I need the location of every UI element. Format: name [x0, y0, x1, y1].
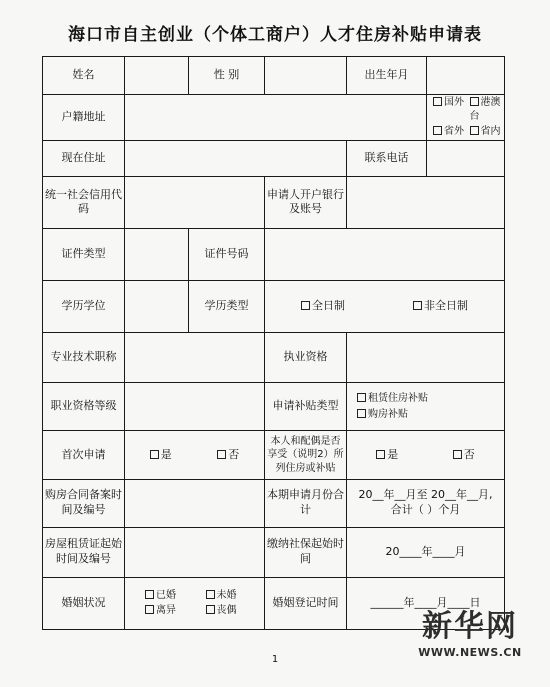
label-rent-cert: 房屋租赁证起始时间及编号	[43, 527, 125, 577]
hukou-option-other-province[interactable]: 省外	[433, 125, 466, 139]
xinhua-watermark-logo	[410, 609, 530, 659]
checkbox-icon	[433, 97, 442, 106]
field-address[interactable]	[125, 140, 347, 176]
checkbox-icon	[150, 450, 159, 459]
field-gender[interactable]	[265, 57, 347, 95]
field-id-type[interactable]	[125, 228, 189, 280]
field-hukou[interactable]	[125, 95, 427, 141]
field-name[interactable]	[125, 57, 189, 95]
checkbox-icon	[470, 97, 479, 106]
label-vocational-level: 职业资格等级	[43, 383, 125, 431]
enjoyed-no[interactable]: 否	[453, 448, 475, 463]
label-apply-months: 本期申请月份合计	[265, 479, 347, 527]
label-social-security: 缴纳社保起始时间	[265, 527, 347, 577]
field-education[interactable]	[125, 281, 189, 333]
subsidy-option-rent[interactable]: 租赁住房补贴	[357, 392, 428, 406]
checkbox-icon	[433, 126, 442, 135]
checkbox-icon	[357, 393, 366, 402]
application-form-table	[42, 56, 505, 630]
marital-options	[125, 577, 265, 629]
field-tech-title[interactable]	[125, 333, 265, 383]
subsidy-option-purchase[interactable]: 购房补贴	[357, 408, 408, 422]
label-address: 现在住址	[43, 140, 125, 176]
checkbox-icon	[145, 590, 154, 599]
marital-divorced[interactable]: 离异	[145, 604, 202, 618]
checkbox-icon	[357, 409, 366, 418]
hukou-option-abroad[interactable]: 国外	[433, 96, 466, 123]
field-phone[interactable]	[427, 140, 505, 176]
label-bank: 申请人开户银行及账号	[265, 176, 347, 228]
checkbox-icon	[206, 605, 215, 614]
label-id-type: 证件类型	[43, 228, 125, 280]
marital-married[interactable]: 已婚	[145, 589, 202, 603]
form-title: 海口市自主创业（个体工商户）人才住房补贴申请表	[68, 25, 482, 45]
label-gender: 性 别	[189, 57, 265, 95]
label-contract: 购房合同备案时间及编号	[43, 479, 125, 527]
label-enjoyed-question: 本人和配偶是否享受（说明2）所列住房或补贴	[265, 431, 347, 479]
checkbox-icon	[413, 301, 422, 310]
checkbox-icon	[453, 450, 462, 459]
label-tech-title: 专业技术职称	[43, 333, 125, 383]
edu-option-parttime[interactable]: 非全日制	[413, 299, 468, 314]
apply-months-total: 合计（ ）个月	[390, 503, 461, 517]
field-apply-months[interactable]	[347, 479, 505, 527]
field-id-number[interactable]	[265, 228, 505, 280]
checkbox-icon	[376, 450, 385, 459]
field-bank[interactable]	[347, 176, 505, 228]
label-education: 学历学位	[43, 281, 125, 333]
marital-widowed[interactable]: 丧偶	[206, 604, 263, 618]
first-apply-no[interactable]: 否	[217, 448, 239, 463]
checkbox-icon	[145, 605, 154, 614]
edu-option-fulltime[interactable]: 全日制	[301, 299, 345, 314]
label-phone: 联系电话	[347, 140, 427, 176]
apply-months-range: 20__年__月至 20__年__月,	[358, 488, 493, 502]
field-rent-cert[interactable]	[125, 527, 265, 577]
field-credit-code[interactable]	[125, 176, 265, 228]
field-vocational-level[interactable]	[125, 383, 265, 431]
first-apply-yes[interactable]: 是	[150, 448, 172, 463]
hukou-option-in-province[interactable]: 省内	[470, 125, 503, 139]
enjoyed-yes[interactable]: 是	[376, 448, 398, 463]
first-apply-options	[125, 431, 265, 479]
label-birth: 出生年月	[347, 57, 427, 95]
field-marriage-reg[interactable]: ______年____月____日	[347, 577, 505, 629]
label-first-apply: 首次申请	[43, 431, 125, 479]
checkbox-icon	[470, 126, 479, 135]
enjoyed-options	[347, 431, 505, 479]
label-edu-type: 学历类型	[189, 281, 265, 333]
label-hukou: 户籍地址	[43, 95, 125, 141]
hukou-options	[427, 95, 505, 141]
field-practice-qual[interactable]	[347, 333, 505, 383]
label-practice-qual: 执业资格	[265, 333, 347, 383]
label-credit-code: 统一社会信用代码	[43, 176, 125, 228]
edu-type-options	[265, 281, 505, 333]
label-name: 姓名	[43, 57, 125, 95]
label-marital: 婚姻状况	[43, 577, 125, 629]
checkbox-icon	[301, 301, 310, 310]
marital-unmarried[interactable]: 未婚	[206, 589, 263, 603]
label-marriage-reg: 婚姻登记时间	[265, 577, 347, 629]
checkbox-icon	[206, 590, 215, 599]
watermark-en: WWW.NEWS.CN	[418, 646, 522, 659]
watermark-cn: 新华网	[422, 609, 518, 644]
page-number: 1	[271, 654, 279, 665]
label-id-number: 证件号码	[189, 228, 265, 280]
subsidy-options	[347, 383, 505, 431]
checkbox-icon	[217, 450, 226, 459]
field-birth[interactable]	[427, 57, 505, 95]
label-subsidy-type: 申请补贴类型	[265, 383, 347, 431]
field-social-security[interactable]: 20____年____月	[347, 527, 505, 577]
hukou-option-hkmotw[interactable]: 港澳台	[469, 97, 501, 122]
field-contract[interactable]	[125, 479, 265, 527]
